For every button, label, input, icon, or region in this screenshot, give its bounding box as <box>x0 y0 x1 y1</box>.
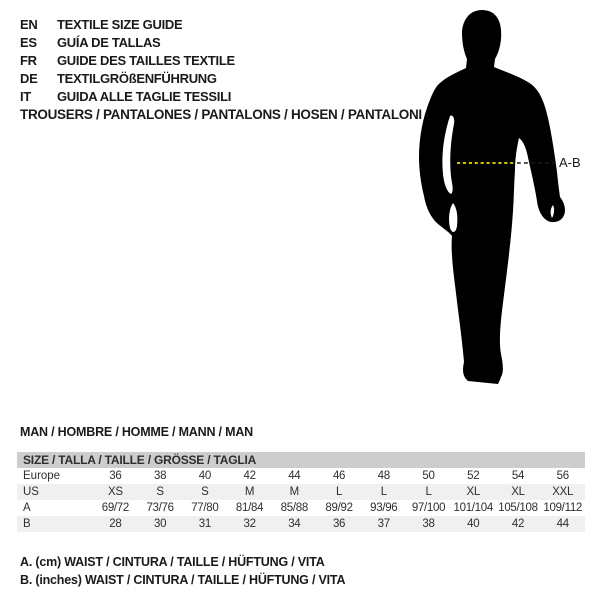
category-title: TROUSERS / PANTALONES / PANTALONS / HOSEN / PANTALONI <box>20 107 422 122</box>
language-row-de <box>20 69 235 87</box>
table-row-us <box>17 484 585 500</box>
table-cell: 38 <box>422 518 435 530</box>
table-cell: 73/76 <box>146 502 174 514</box>
language-row-fr <box>20 51 235 69</box>
row-label: A <box>23 502 31 514</box>
table-cell: 52 <box>467 470 480 482</box>
language-label: GUIDE DES TAILLES TEXTILE <box>57 52 235 68</box>
table-cell: 109/112 <box>543 502 583 514</box>
note-a: A. (cm) WAIST / CINTURA / TAILLE / HÜFTUNG / VITA <box>20 555 325 569</box>
table-cell: 42 <box>511 518 525 530</box>
table-cell: 44 <box>288 470 301 482</box>
table-cell: 30 <box>154 518 167 530</box>
table-cell: XS <box>107 486 123 498</box>
table-cell: 97/100 <box>411 502 446 514</box>
language-label: GUIDA ALLE TAGLIE TESSILI <box>57 88 232 104</box>
measurement-notes <box>20 554 345 589</box>
language-row-it <box>20 87 235 105</box>
table-cell: 36 <box>109 470 122 482</box>
language-code: FR <box>20 52 37 68</box>
note-b: B. (inches) WAIST / CINTURA / TAILLE / HÜFTUNG / VITA <box>20 572 346 587</box>
table-row-europe <box>17 468 585 484</box>
table-cell: 40 <box>467 518 480 530</box>
measure-label-ab: A-B <box>559 155 581 170</box>
language-label: TEXTILGRÖßENFÜHRUNG <box>57 70 217 86</box>
table-cell: M <box>244 486 255 498</box>
table-cell: 34 <box>288 518 301 530</box>
table-cell: 42 <box>243 470 256 482</box>
table-cell: 36 <box>332 518 346 530</box>
table-cell: 105/108 <box>498 502 538 514</box>
table-cell: L <box>425 486 432 498</box>
language-row-es <box>20 33 235 51</box>
table-cell: 77/80 <box>191 502 219 514</box>
table-cell: L <box>335 486 343 498</box>
size-table <box>17 452 585 532</box>
row-label: US <box>23 486 39 498</box>
size-table-header: SIZE / TALLA / TAILLE / GRÖSSE / TAGLIA <box>17 452 585 468</box>
table-cell: 85/88 <box>280 502 308 514</box>
table-cell: 32 <box>243 518 256 530</box>
table-cell: XL <box>511 486 525 498</box>
man-silhouette-figure <box>410 8 570 388</box>
table-cell: 38 <box>154 470 167 482</box>
language-code: IT <box>20 88 31 104</box>
table-cell: XXL <box>552 486 574 498</box>
table-cell: L <box>380 486 387 498</box>
table-row-b-inches <box>17 516 585 532</box>
table-cell: M <box>289 486 299 498</box>
language-row-en <box>20 15 235 33</box>
language-code: DE <box>20 70 38 86</box>
table-cell: 69/72 <box>101 502 129 514</box>
table-cell: 46 <box>332 470 346 482</box>
table-cell: 89/92 <box>325 502 353 514</box>
table-cell: 28 <box>109 518 122 530</box>
table-cell: 50 <box>422 470 435 482</box>
table-cell: 54 <box>511 470 525 482</box>
table-cell: S <box>156 486 164 498</box>
table-cell: S <box>201 486 209 498</box>
table-cell: 81/84 <box>235 502 264 514</box>
table-cell: 101/104 <box>453 502 493 514</box>
table-cell: 37 <box>377 518 390 530</box>
man-silhouette <box>419 10 565 384</box>
row-label: Europe <box>23 470 61 482</box>
table-cell: 44 <box>556 518 569 530</box>
language-code: EN <box>20 16 38 32</box>
row-label: B <box>23 518 31 530</box>
gender-label: MAN / HOMBRE / HOMME / MANN / MAN <box>20 425 253 439</box>
language-code: ES <box>20 34 37 50</box>
table-cell: 48 <box>377 470 390 482</box>
table-cell: 93/96 <box>370 502 398 514</box>
table-cell: 31 <box>198 518 211 530</box>
table-cell: 56 <box>556 470 569 482</box>
table-cell: 40 <box>198 470 211 482</box>
table-cell: XL <box>466 486 480 498</box>
language-list <box>20 15 235 105</box>
language-label: GUÍA DE TALLAS <box>57 34 161 50</box>
language-label: TEXTILE SIZE GUIDE <box>57 16 183 32</box>
table-row-a-cm <box>17 500 585 516</box>
